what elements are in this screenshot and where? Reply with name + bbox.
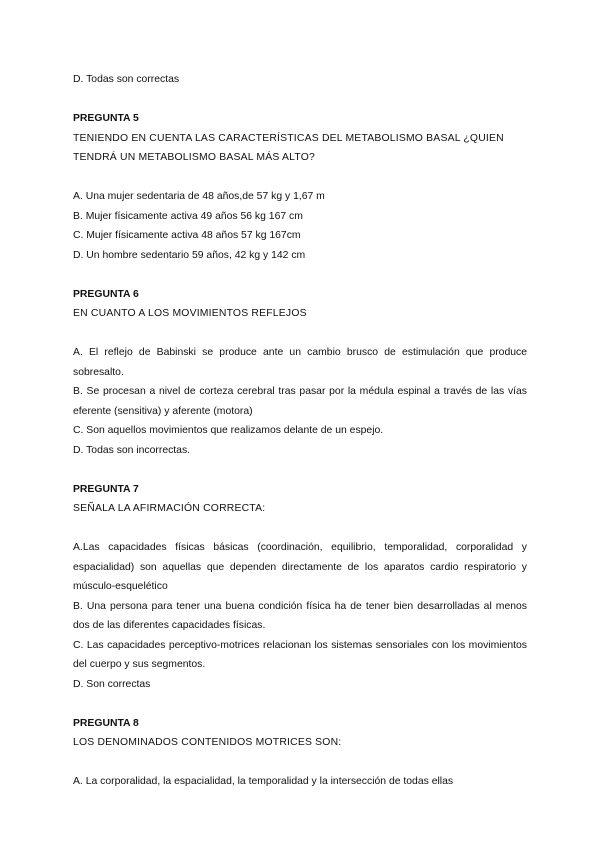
question-5-heading: PREGUNTA 5 [73,113,139,124]
question-7-option-d: D. Son correctas [73,678,151,690]
question-8 [73,714,527,792]
question-7 [73,480,527,695]
question-5 [73,109,527,265]
question-5-option-d: D. Un hombre sedentario 59 años, 42 kg y 142 cm [73,249,306,261]
question-6 [73,285,527,461]
question-6-option-b: B. Se procesan a nivel de corteza cerebral tras pasar por la médula espinal a través de las vías eferente (sensitiva) y aferente (motora) [73,386,527,417]
document-content [73,70,527,792]
question-5-option-b: B. Mujer físicamente activa 49 años 56 kg 167 cm [73,210,303,222]
previous-question-option-d: D. Todas son correctas [73,74,180,85]
question-5-statement-line-2: TENDRÁ UN METABOLISMO BASAL MÁS ALTO? [73,152,316,163]
question-7-option-a: A.Las capacidades físicas básicas (coordinación, equilibrio, temporalidad, corporalidad y espacialidad) son aquellas que dependen directamente de los aparatos cardio respiratorio y músculo-esquelético [73,542,527,592]
question-8-statement: LOS DENOMINADOS CONTENIDOS MOTRICES SON: [73,737,342,748]
question-6-option-d: D. Todas son incorrectas. [73,444,191,456]
question-7-statement: SEÑALA LA AFIRMACIÓN CORRECTA: [73,503,266,514]
question-7-option-c: C. Las capacidades perceptivo-motrices relacionan los sistemas sensoriales con los movimientos del cuerpo y sus segmentos. [73,639,527,670]
question-6-statement: EN CUANTO A LOS MOVIMIENTOS REFLEJOS [73,308,307,319]
question-7-option-b: B. Una persona para tener una buena condición física ha de tener bien desarrolladas al menos dos de las diferentes capacidades físicas. [73,600,527,631]
question-7-heading: PREGUNTA 7 [73,483,139,495]
question-5-option-a: A. Una mujer sedentaria de 48 años,de 57 kg y 1,67 m [73,191,325,202]
question-5-statement-line-1: TENIENDO EN CUENTA LAS CARACTERÍSTICAS DEL METABOLISMO BASAL ¿QUIEN [73,132,504,144]
question-6-heading: PREGUNTA 6 [73,288,139,300]
question-6-option-a: A. El reflejo de Babinski se produce ante un cambio brusco de estimulación que produce sobresalto. [73,347,527,378]
question-6-option-c: C. Son aquellos movimientos que realizamos delante de un espejo. [73,425,384,436]
question-8-option-a: A. La corporalidad, la espacialidad, la temporalidad y la intersección de todas ellas [73,776,454,787]
question-5-option-c: C. Mujer físicamente activa 48 años 57 kg 167cm [73,230,301,241]
question-8-heading: PREGUNTA 8 [73,717,139,729]
